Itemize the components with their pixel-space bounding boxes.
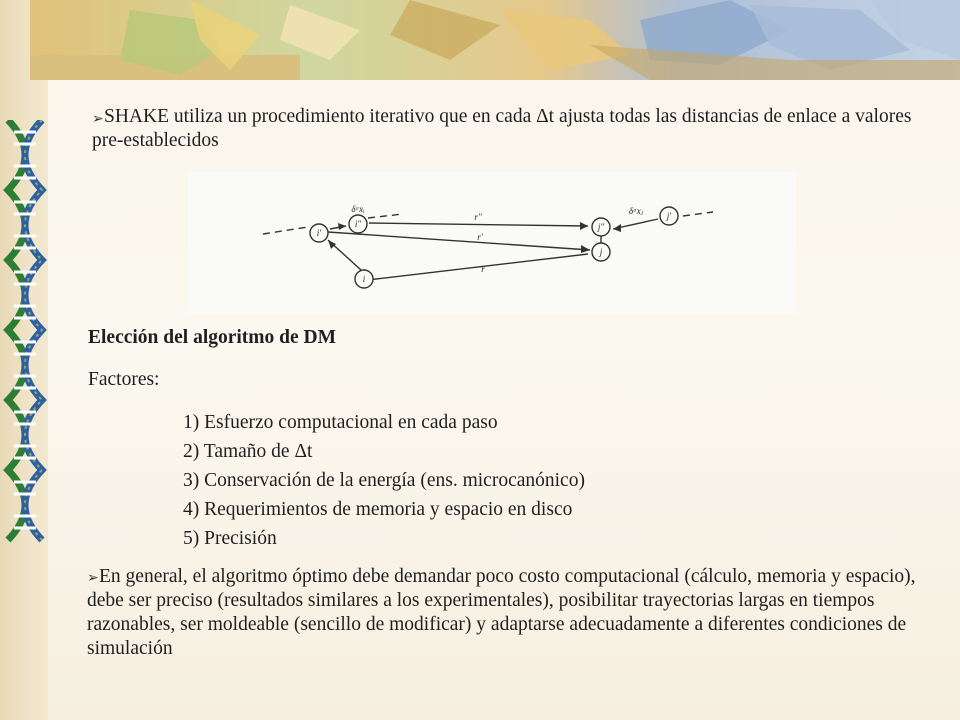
factors-label: Factores: xyxy=(88,369,160,390)
vector-r xyxy=(368,254,588,280)
label-jprime: j' xyxy=(666,211,672,221)
label-j: j xyxy=(599,247,603,257)
label-iprime: i' xyxy=(316,228,322,238)
vector-r-prime xyxy=(328,232,590,250)
factors-list xyxy=(183,408,585,553)
shake-diagram xyxy=(188,172,796,314)
label-i: i xyxy=(362,274,366,284)
arrow-bullet-icon: ➢ xyxy=(87,571,99,586)
factor-item: 2) Tamaño de Δt xyxy=(183,441,313,462)
shake-text-suffix: t ajusta todas las distancias de enlace a valores pre-establecidos xyxy=(92,106,912,151)
label-r-double-prime: r'' xyxy=(474,212,482,222)
factor-item: 3) Conservación de la energía (ens. microcanónico) xyxy=(183,470,585,491)
vector-r-double-prime xyxy=(369,223,588,226)
shake-paragraph xyxy=(92,105,922,153)
section-heading: Elección del algoritmo de DM xyxy=(88,327,337,348)
label-delta-xj: δᵃxⱼ xyxy=(628,206,644,216)
label-ipp: i'' xyxy=(354,219,362,229)
dashed-extension-i xyxy=(263,227,308,234)
arrow-bullet-icon: ➢ xyxy=(92,112,104,127)
dashed-extension-j xyxy=(683,212,713,216)
factor-item: 5) Precisión xyxy=(183,528,277,549)
leaf-banner-image xyxy=(30,0,960,90)
label-delta-xi: δᵃxᵢ xyxy=(351,204,365,214)
label-jpp: j'' xyxy=(597,222,605,232)
factor-item: 1) Esfuerzo computacional en cada paso xyxy=(183,412,498,433)
label-r: r xyxy=(481,264,485,274)
shake-text-prefix: SHAKE utiliza un procedimiento iterativo que en cada xyxy=(104,106,537,127)
factor-item: 4) Requerimientos de memoria y espacio en disco xyxy=(183,499,573,520)
conclusion-paragraph: En general, el algoritmo óptimo debe demandar poco costo computacional (cálculo, memoria y espacio), debe ser preciso (resultados similares a los experimentales), posibilitar trayectorias largas en tiempos razonables, ser moldeable (sencillo de modificar) y adaptarse adecuadamente a diferentes condiciones de simulación xyxy=(87,566,916,659)
dashed-extension-ipp xyxy=(368,214,403,218)
arrowheads xyxy=(328,222,621,253)
dna-helix-decoration xyxy=(0,120,50,550)
label-r-prime: r' xyxy=(477,232,483,242)
delta-symbol: Δ xyxy=(536,106,549,127)
